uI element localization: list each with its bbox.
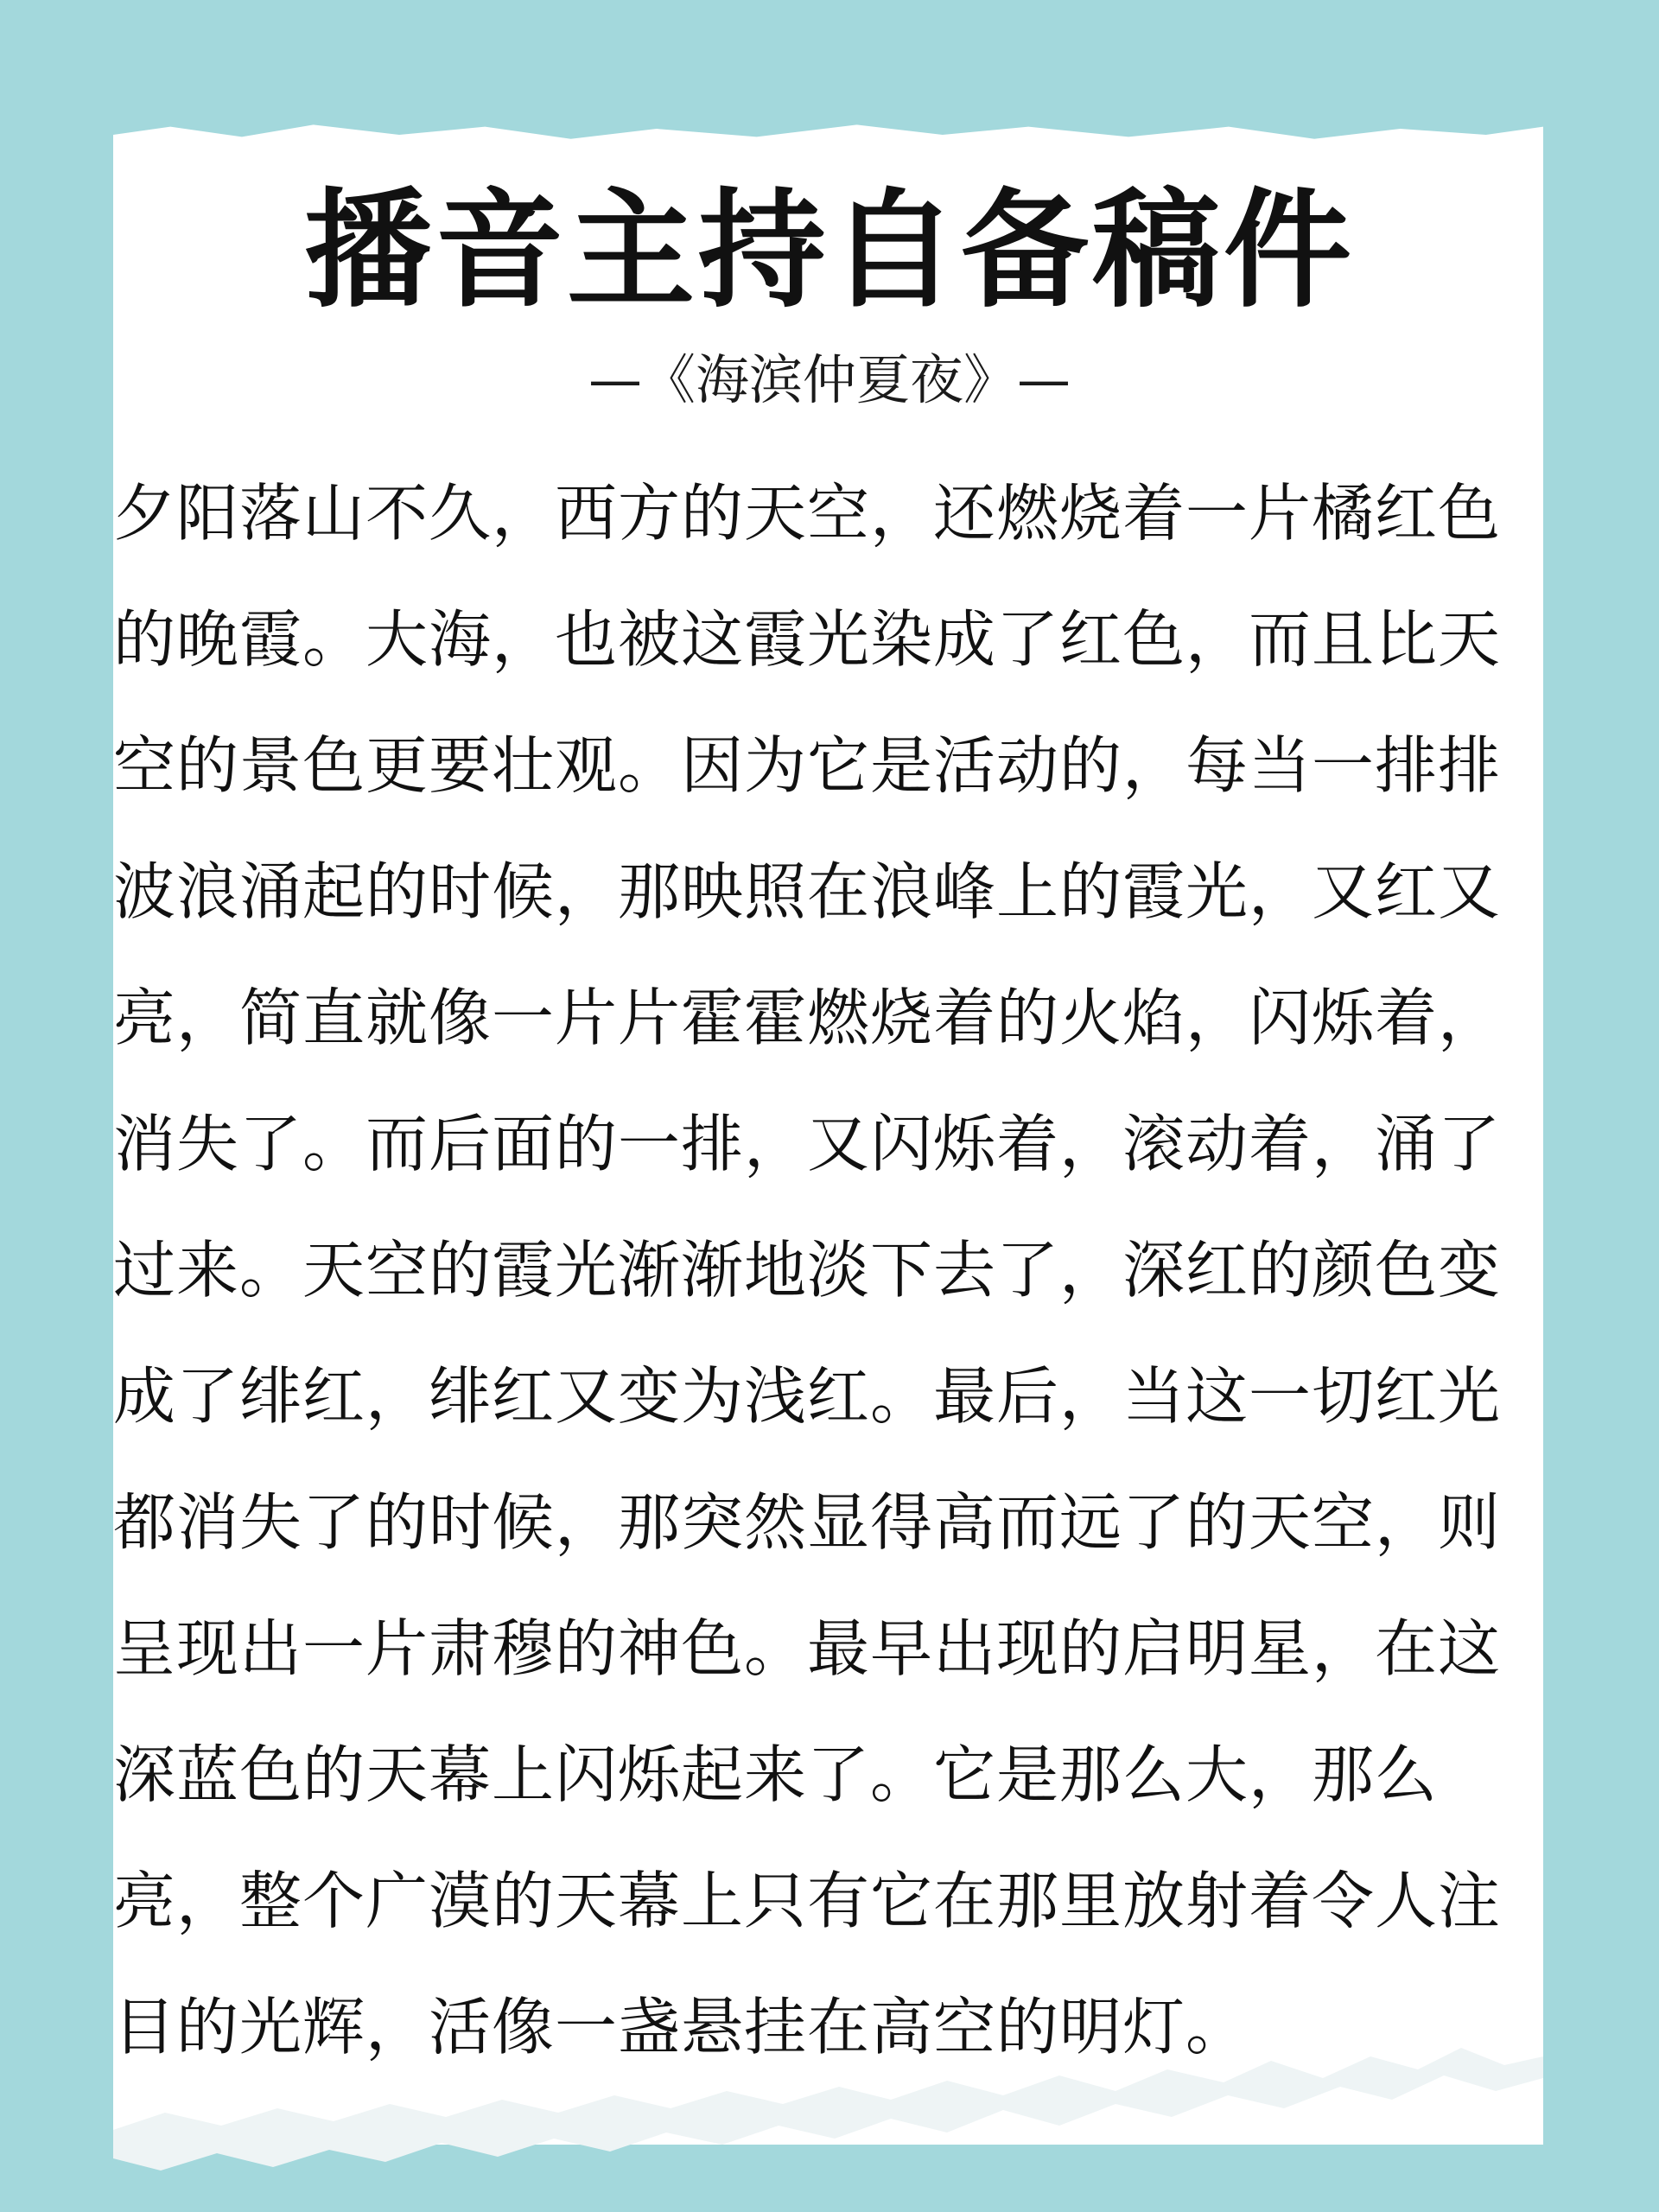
body-line: 的晚霞。大海，也被这霞光染成了红色，而且比天 (113, 603, 1502, 676)
body-line: 空的景色更要壮观。因为它是活动的，每当一排排 (113, 729, 1502, 802)
body-line: 消失了。而后面的一排，又闪烁着，滚动着，涌了 (113, 1108, 1502, 1180)
body-line: 呈现出一片肃穆的神色。最早出现的启明星，在这 (113, 1612, 1502, 1685)
body-line: 亮，简直就像一片片霍霍燃烧着的火焰，闪烁着， (113, 982, 1502, 1054)
body-line: 夕阳落山不久，西方的天空，还燃烧着一片橘红色 (113, 477, 1502, 550)
body-line: 波浪涌起的时候，那映照在浪峰上的霞光，又红又 (113, 855, 1502, 928)
body-line: 都消失了的时候，那突然显得高而远了的天空，则 (113, 1486, 1502, 1559)
body-line: 成了绯红，绯红又变为浅红。最后，当这一切红光 (113, 1360, 1502, 1433)
article-subtitle: —《海滨仲夏夜》— (588, 348, 1071, 411)
page-title: 播音主持自备稿件 (304, 176, 1355, 325)
body-line: 亮，整个广漠的天幕上只有它在那里放射着令人注 (113, 1865, 1502, 1937)
article-body (113, 450, 1526, 2090)
body-line: 目的光辉，活像一盏悬挂在高空的明灯。 (113, 1991, 1249, 2063)
body-line: 深蓝色的天幕上闪烁起来了。它是那么大，那么 (113, 1738, 1439, 1811)
body-line: 过来。天空的霞光渐渐地淡下去了，深红的颜色变 (113, 1234, 1502, 1306)
